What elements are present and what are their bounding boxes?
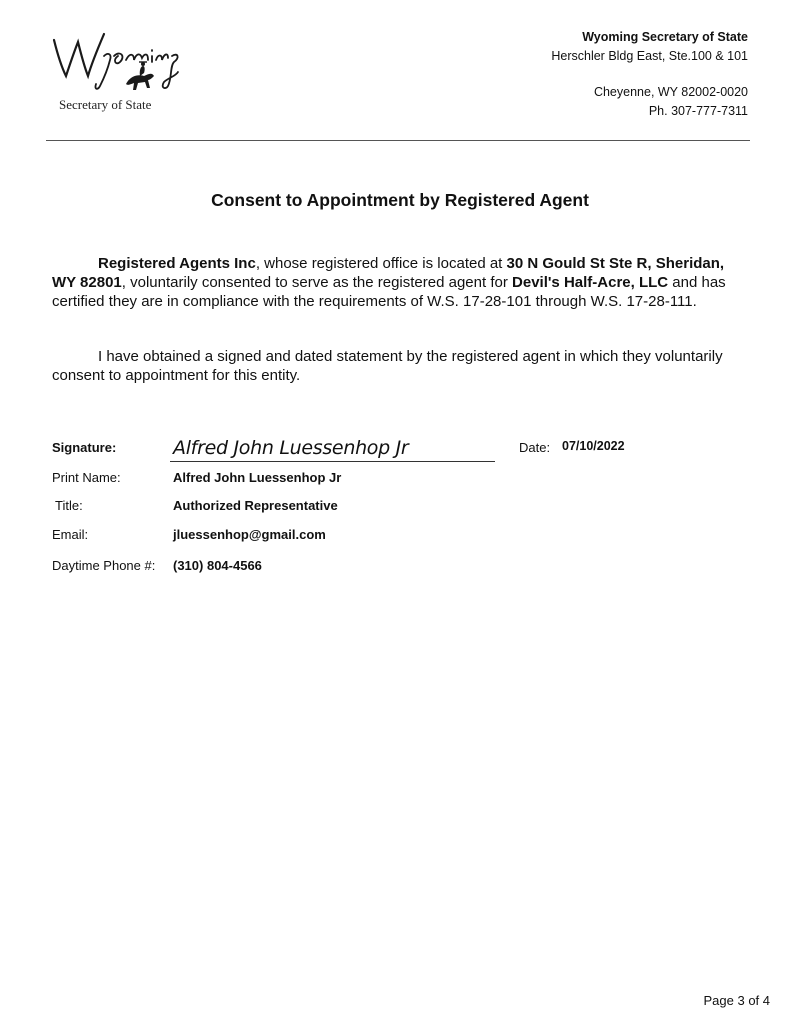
logo-subtitle: Secretary of State — [59, 97, 152, 112]
signature-label: Signature: — [52, 440, 117, 455]
office-address-line2: Cheyenne, WY 82002-0020 — [593, 85, 748, 99]
signature-value: Alfred John Luessenhop Jr — [173, 437, 409, 459]
agent-office-address: 30 N Gould St Ste R, Sheridan, WY 82801 — [52, 255, 725, 291]
statement-paragraph — [52, 347, 752, 385]
date-value: 07/10/2022 — [562, 439, 625, 453]
email-label: Email: — [52, 527, 89, 542]
header-divider — [46, 140, 750, 141]
wyoming-sos-logo — [44, 26, 184, 116]
document-title: Consent to Appointment by Registered Agent — [211, 190, 589, 210]
phone-label: Daytime Phone #: — [52, 558, 156, 573]
office-name: Wyoming Secretary of State — [582, 30, 748, 44]
para1-text2: , voluntarily consented to serve as the registered agent for — [121, 274, 513, 291]
print-name-label: Print Name: — [52, 470, 121, 485]
title-label: Title: — [55, 498, 83, 513]
phone-value: (310) 804-4566 — [173, 558, 262, 573]
signature-line — [170, 461, 495, 462]
wyoming-script-logo — [48, 26, 180, 96]
office-address-block — [551, 28, 748, 121]
office-phone: Ph. 307-777-7311 — [648, 104, 748, 118]
agent-name: Registered Agents Inc — [98, 255, 256, 272]
title-value: Authorized Representative — [173, 498, 338, 513]
email-value: jluessenhop@gmail.com — [173, 527, 326, 542]
office-address-line1: Herschler Bldg East, Ste.100 & 101 — [551, 49, 748, 63]
para2-text: I have obtained a signed and dated statement by the registered agent in which they voluntarily consent to appointment for this entity. — [52, 348, 723, 384]
date-label: Date: — [519, 440, 551, 455]
consent-paragraph — [52, 254, 752, 311]
entity-name: Devil's Half-Acre, LLC — [512, 274, 669, 291]
para1-text1: , whose registered office is located at — [255, 255, 507, 272]
page-number: Page 3 of 4 — [703, 993, 770, 1008]
para1-text3: and has certified they are in compliance with the requirements of W.S. 17-28-101 through W.S. 17-28-111. — [52, 274, 726, 310]
print-name-value: Alfred John Luessenhop Jr — [173, 470, 342, 485]
bucking-horse-rider-icon — [126, 62, 154, 90]
spacer — [551, 66, 748, 83]
